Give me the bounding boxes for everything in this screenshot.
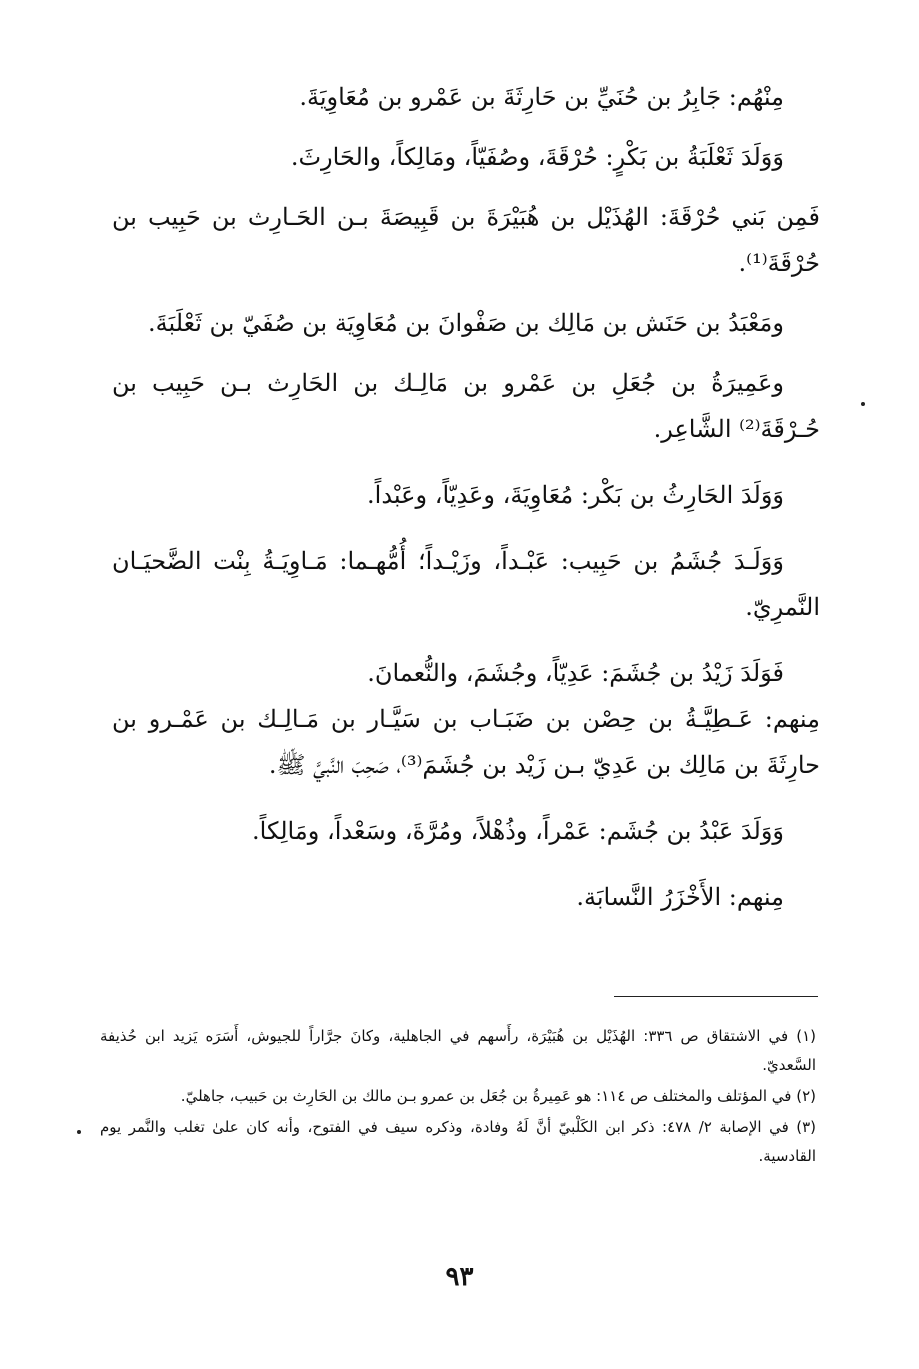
paragraph-9: مِنهم: عَـطِيَّـةُ بن حِصْن بن ضَبَـاب بن سَيَّـار بن مَـالِـك بن عَمْـرو بن حارِثَةَ بن مَالِك بن عَدِيّ بـن زَيْد بن جُشَمَ⁽³⁾، صَحِبَ النَّبيَّ ﷺ.	[112, 705, 820, 779]
main-text	[112, 74, 820, 920]
paragraph-3: فَمِن بَني حُرْقَةَ: الهُذَيْل بن هُبَيْرَةَ بن قَبِيصَةَ بـن الحَـارِث بن حَبِيب بن حُرْقَةَ⁽¹⁾.	[112, 203, 820, 277]
paragraph-7: وَوَلَـدَ جُشَمُ بن حَبِيب: عَبْـداً، وزَيْـداً؛ أُمُّهـما: مَـاوِيَـةُ بِنْت الضَّحيَـان النَّمرِيّ.	[112, 547, 820, 621]
footnote-1: (١) في الاشتقاق ص ٣٣٦: الهُذَيْل بن هُبَيْرَة، رأَسهم في الجاهلية، وكانَ جرَّاراً للجيوش، أَسَرَه يَزيد ابن حُذيفة السَّعديّ.	[100, 1027, 816, 1074]
scan-speck	[861, 402, 865, 406]
paragraph-10: وَوَلَدَ عَبْدُ بن جُشَم: عَمْراً، وذُهْلاً، ومُرَّةَ، وسَعْداً، ومَالِكاً.	[252, 817, 784, 845]
footnote-divider	[614, 996, 818, 997]
paragraph-2: وَوَلَدَ ثَعْلَبَةُ بن بَكْرٍ: حُرْقَةَ، وصُفَيّاً، ومَالِكاً، والحَارِثَ.	[290, 143, 784, 171]
paragraph-4: ومَعْبَدُ بن حَنَش بن مَالِك بن صَفْوانَ بن مُعَاوِيَة بن صُفَيّ بن ثَعْلَبَةَ.	[147, 309, 784, 337]
page-number: ٩٣	[445, 1262, 474, 1292]
footnotes	[100, 1022, 816, 1173]
paragraph-11: مِنهم: الأَخْزَرُ النَّسابَة.	[576, 883, 784, 911]
scan-speck	[77, 1130, 81, 1134]
footnote-3: (٣) في الإصابة ٢/ ٤٧٨: ذكر ابن الكَلْبيّ أنَّ لَهُ وفادة، وذكره سيف في الفتوح، وأنه كان علىٰ تغلب والنَّمر يوم القادسية.	[100, 1118, 816, 1165]
paragraph-8: فَوَلَدَ زَيْدُ بن جُشَمَ: عَدِيّاً، وجُشَمَ، والنُّعمانَ.	[367, 659, 784, 687]
paragraph-6: وَوَلَدَ الحَارِثُ بن بَكْر: مُعَاوِيَةَ، وعَدِيّاً، وعَبْداً.	[367, 481, 784, 509]
footnote-2: (٢) في المؤتلف والمختلف ص ١١٤: هو عَمِيرةُ بن جُعَل بن عمرو بـن مالك بن الحَارِث بن حَبيب، جاهليّ.	[180, 1087, 816, 1105]
paragraph-5: وعَمِيرَةُ بن جُعَلِ بن عَمْرو بن مَالِـك بن الحَارِث بـن حَبِيب بن حُـرْقَةَ⁽²⁾ الشَّاعِر.	[112, 369, 820, 443]
paragraph-1: مِنْهُم: جَابِرُ بن حُنَيِّ بن حَارِثَةَ بن عَمْرو بن مُعَاوِيَةَ.	[299, 83, 784, 111]
